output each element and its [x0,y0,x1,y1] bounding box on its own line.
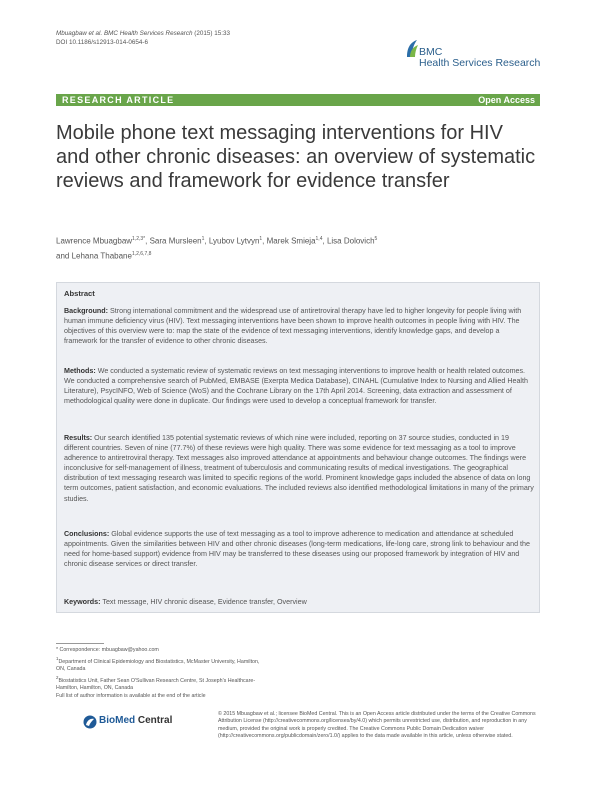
abstract-conclusions [64,529,534,569]
publisher-name-part1: BioMed [99,715,136,726]
abstract-keywords [64,597,534,607]
correspondence: * Correspondence: mbuagbaw@yahoo.com [56,647,159,653]
citation-journal: BMC Health Services Research [103,30,193,37]
section-label: Methods: [64,367,96,375]
article-title: Mobile phone text messaging interventions for HIV and other chronic diseases: an overview of systematic reviews and framework for evidence transfer [56,122,536,193]
section-label: Results: [64,434,93,442]
article-type-banner [56,94,540,106]
journal-logo [405,39,545,75]
author-name: Sara Mursleen [149,236,202,246]
section-label: Keywords: [64,598,101,606]
author-info-note: Full list of author information is available at the end of the article [56,692,206,699]
biomed-central-icon [83,715,97,729]
section-label: Background: [64,307,109,315]
publisher-name-part2: Central [135,715,173,726]
bmc-mark-icon [405,39,419,59]
author-affiliation: 1 [259,236,263,242]
author-affiliation: 5 [374,236,378,242]
abstract-background [64,306,534,346]
license-text: © 2015 Mbuagbaw et al.; licensee BioMed Central. This is an Open Access article distributed under the terms of the Creative Commons Attribution License (http://creativecommons.org/licenses/by/4.0) which permits unrestricted use, distribution, and reproduction in any medium, provided the original work is properly credited. The Creative Commons Public Domain Dedication waiver (http://creativecommons.org/publicdomain/zero/1.0/) applies to the data made available in this article, unless otherwise stated. [218,711,536,740]
author-separator: , [262,236,267,246]
footnote-divider [56,643,104,644]
abstract-methods [64,366,534,406]
author-name: Marek Smieja [266,236,316,246]
author-line-1 [56,233,540,248]
affiliation-text: Department of Clinical Epidemiology and Biostatistics, McMaster University, Hamilton, ON, Canada [56,658,260,672]
footnotes [56,647,266,700]
affiliation-2 [56,674,266,693]
author-separator: , [322,236,327,246]
section-label: Conclusions: [64,530,110,538]
doi: DOI 10.1186/s12913-014-0654-6 [56,38,148,46]
author-name: Lehana Thabane [71,251,132,261]
author-name: Lyubov Lytvyn [208,236,260,246]
author-affiliation: 1,2,3* [132,236,146,242]
author-affiliation: 1,4 [315,236,323,242]
section-text: Text message, HIV chronic disease, Evidence transfer, Overview [102,598,307,606]
author-separator: , [204,236,209,246]
author-separator: , [145,236,150,246]
abstract-results [64,433,534,504]
article-citation [56,30,230,47]
citation-line [56,30,230,39]
affiliation-1 [56,655,266,674]
logo-bmc-text: BMC [419,46,443,58]
affiliation-text: Biostatistics Unit, Father Sean O'Sullivan Research Centre, St Joseph's Healthcare-Hamilton, Hamilton, ON, Canada [56,677,256,691]
section-text: Strong international commitment and the widespread use of antiretroviral therapy have led to higher longevity for people living with human immune deficiency virus (HIV). Text messaging interventions have been shown to improve health outcomes in people living with HIV. The objectives of this overview were to: map the state of the evidence of text messaging interventions, identify knowledge gaps, and develop a framework for the transfer of evidence to other chronic diseases. [64,307,522,346]
article-type-label: RESEARCH ARTICLE [62,95,175,105]
author-name: Lawrence Mbuagbaw [56,236,133,246]
section-text: Global evidence supports the use of text messaging as a tool to improve adherence to medication and attendance at scheduled appointments. Given the similarities between HIV and other chronic diseases (long-term medications, life-long care, strong link to behaviour and the need for home-based support) evidence from HIV may be transferred to these diseases using our proposed framework by integration of HIV and chronic disease services or direct transfer. [64,530,530,569]
citation-year-volume: (2015) 15:33 [194,30,230,37]
abstract-box [56,282,540,613]
author-affiliation: 1 [201,236,205,242]
affiliation-number: 2 [56,674,59,680]
publisher-logo [83,712,193,732]
open-access-label: Open Access [478,95,535,105]
author-list [56,233,540,264]
section-text: We conducted a systematic review of systematic reviews on text messaging interventions to improve health or health related outcomes. We conducted a comprehensive search of PubMed, EMBASE (Exerpta Medica Database), CINAHL (Cumulative Index to Nursing and Allied Health Literature), PsycINFO, Web of Science (WoS) and the Cochrane Library on the 17th April 2014. Screening, data extraction and assessment of methodological quality were done in duplicate. Our findings were used to develop a conceptual framework for transfer. [64,367,528,406]
citation-authors: Mbuagbaw et al. [56,30,103,37]
publisher-name [99,715,172,726]
author-affiliation: 1,2,6,7,8 [131,251,152,258]
author-line-2 [56,248,540,263]
affiliation-number: 1 [56,655,59,661]
author-conjunction: and [56,251,72,261]
logo-journal-name: Health Services Research [419,57,541,69]
abstract-heading: Abstract [64,289,95,298]
section-text: Our search identified 135 potential systematic reviews of which nine were included, reporting on 37 source studies, conducted in 19 different countries. Seven of nine (77.7%) of these reviews were high quality. There was some evidence for text messaging as a tool to improve adherence to antiretroviral therapy. Text messages also improved attendance at appointments and behaviour change outcomes. The findings were inconclusive for self-management of illness, treatment of tuberculosis and communicating results of medical investigations. The geographical distribution of text messaging research was limited to specific regions of the world. Prominent knowledge gaps included the absence of data on long term outcomes, patient satisfaction, and economic evaluations. The included reviews also identified methodological limitations in many of the primary studies. [64,434,534,503]
author-name: Lisa Dolovich [326,236,375,246]
